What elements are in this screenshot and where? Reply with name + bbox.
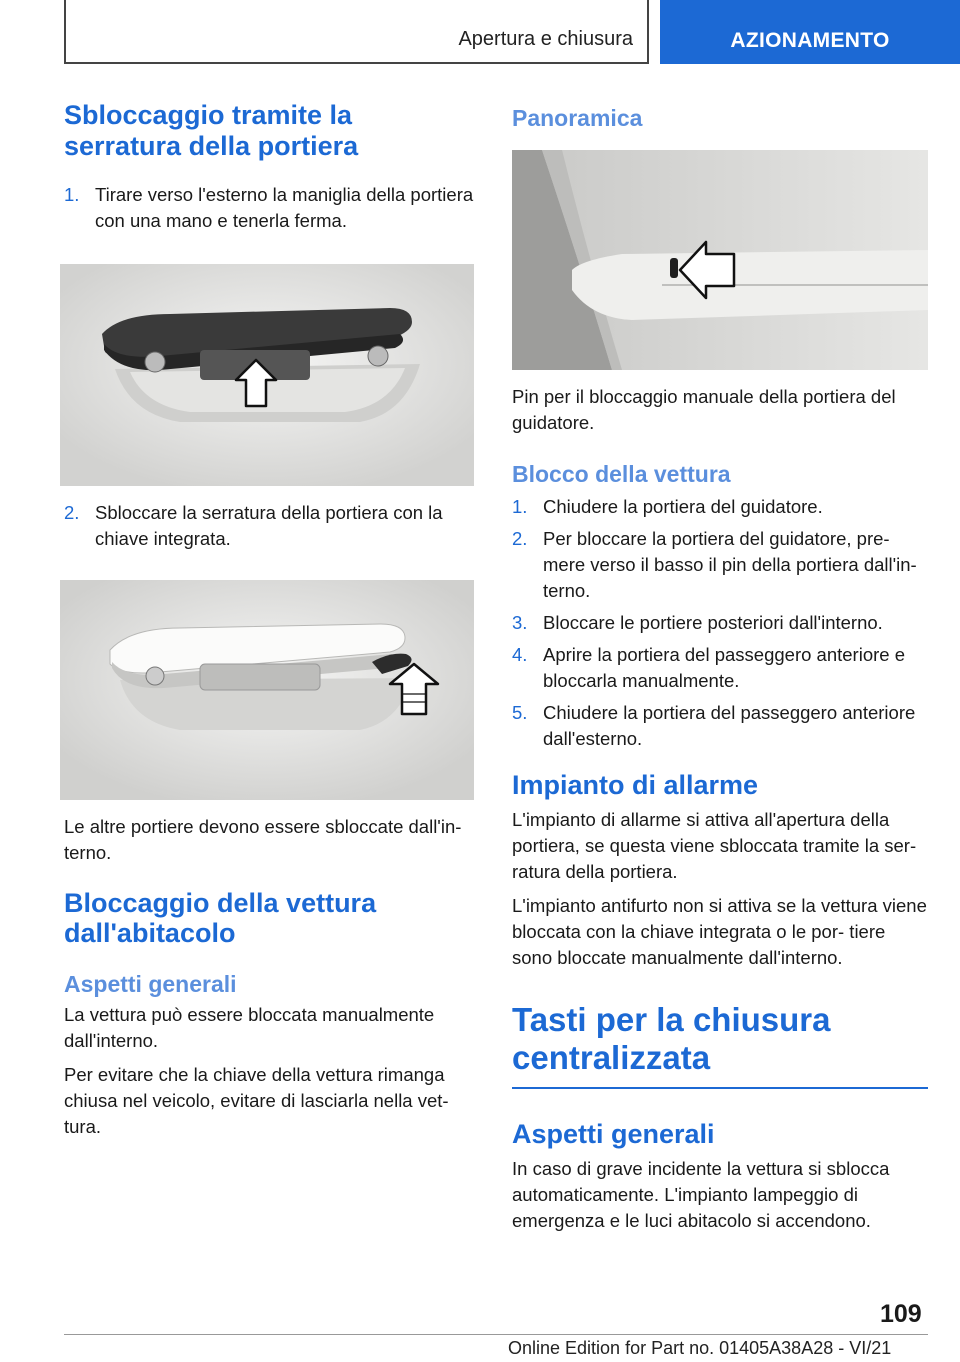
heading-lock-vehicle: Blocco della vettura (512, 461, 731, 487)
step-text: Sbloccare la serratura della portiera con la chiave integrata. (95, 502, 443, 549)
page-number: 109 (880, 1300, 922, 1328)
door-handle-figure (60, 264, 474, 486)
para-lock-manually: La vettura può essere bloccata manualmente dall'interno. (64, 1004, 435, 1051)
key-in-lock-illustration (60, 580, 474, 800)
step-number: 4. (512, 644, 528, 665)
heading-overview: Panoramica (512, 105, 643, 131)
step-number: 1. (512, 496, 528, 517)
door-pin-illustration (512, 150, 928, 370)
lock-steps (512, 494, 928, 752)
step-number: 5. (512, 702, 528, 723)
step-text: Bloccare le portiere posteriori dall'interno. (543, 612, 883, 633)
key-lock-figure (60, 580, 474, 800)
step-text: Aprire la portiera del passeggero anteriore e bloccarla manualmente. (543, 644, 905, 691)
door-pin-figure (512, 150, 928, 370)
step-text: Chiudere la portiera del guidatore. (543, 496, 823, 517)
list-item (64, 182, 478, 234)
list-item (512, 642, 928, 694)
header-section-title: Apertura e chiusura (458, 28, 633, 50)
list-item (512, 610, 928, 636)
para-key-warning: Per evitare che la chiave della vettura rimanga chiusa nel veicolo, evitare di lasciarla nella vet‐ tura. (64, 1064, 449, 1137)
para-alarm-activation: L'impianto di allarme si attiva all'apertura della portiera, se questa viene sbloccata tramite la ser‐ ratura della portiera. (512, 809, 917, 882)
caption-door-pin: Pin per il bloccaggio manuale della portiera del guidatore. (512, 386, 896, 433)
para-antitheft: L'impianto antifurto non si attiva se la vettura viene bloccata con la chiave integrata o le por‐ tiere sono bloccate manualmente dall'interno. (512, 895, 927, 968)
heading-door-lock-unlock: Sbloccaggio tramite la serratura della portiera (64, 100, 359, 161)
para-crash-unlock: In caso di grave incidente la vettura si sblocca automaticamente. L'impianto lampeggio di emergenza e le luci abitacolo si accendono. (512, 1158, 890, 1231)
left-column (64, 100, 478, 1140)
unlock-steps-continued (64, 500, 478, 552)
step-number: 2. (64, 502, 80, 523)
step-number: 1. (64, 184, 80, 205)
heading-lock-from-inside: Bloccaggio della vettura dall'abitacolo (64, 888, 377, 948)
right-column (512, 100, 928, 1234)
subheading-general: Aspetti generali (64, 971, 237, 997)
list-item (512, 700, 928, 752)
heading-alarm-system: Impianto di allarme (512, 770, 759, 800)
heading-general: Aspetti generali (512, 1119, 715, 1149)
header-section-box (64, 0, 649, 64)
footer-rule (64, 1334, 928, 1335)
unlock-steps (64, 182, 478, 234)
step-number: 3. (512, 612, 528, 633)
heading-central-locking-buttons: Tasti per la chiusura centralizzata (512, 1001, 831, 1076)
footer-edition-text: Online Edition for Part no. 01405A38A28 - VI/21 (508, 1338, 892, 1358)
list-item (64, 500, 478, 552)
note-other-doors: Le altre portiere devono essere sbloccate dall'in‐ terno. (64, 816, 462, 863)
header-chapter-tab[interactable]: AZIONAMENTO (660, 0, 960, 64)
list-item (512, 494, 928, 520)
door-handle-pull-illustration (60, 264, 474, 486)
step-text: Per bloccare la portiera del guidatore, pre‐ mere verso il basso il pin della portiera dall'in‐ terno. (543, 528, 917, 601)
step-text: Tirare verso l'esterno la maniglia della portiera con una mano e tenerla ferma. (95, 184, 474, 231)
step-number: 2. (512, 528, 528, 549)
step-text: Chiudere la portiera del passeggero anteriore dall'esterno. (543, 702, 916, 749)
heading-underline (512, 1087, 928, 1089)
list-item (512, 526, 928, 604)
